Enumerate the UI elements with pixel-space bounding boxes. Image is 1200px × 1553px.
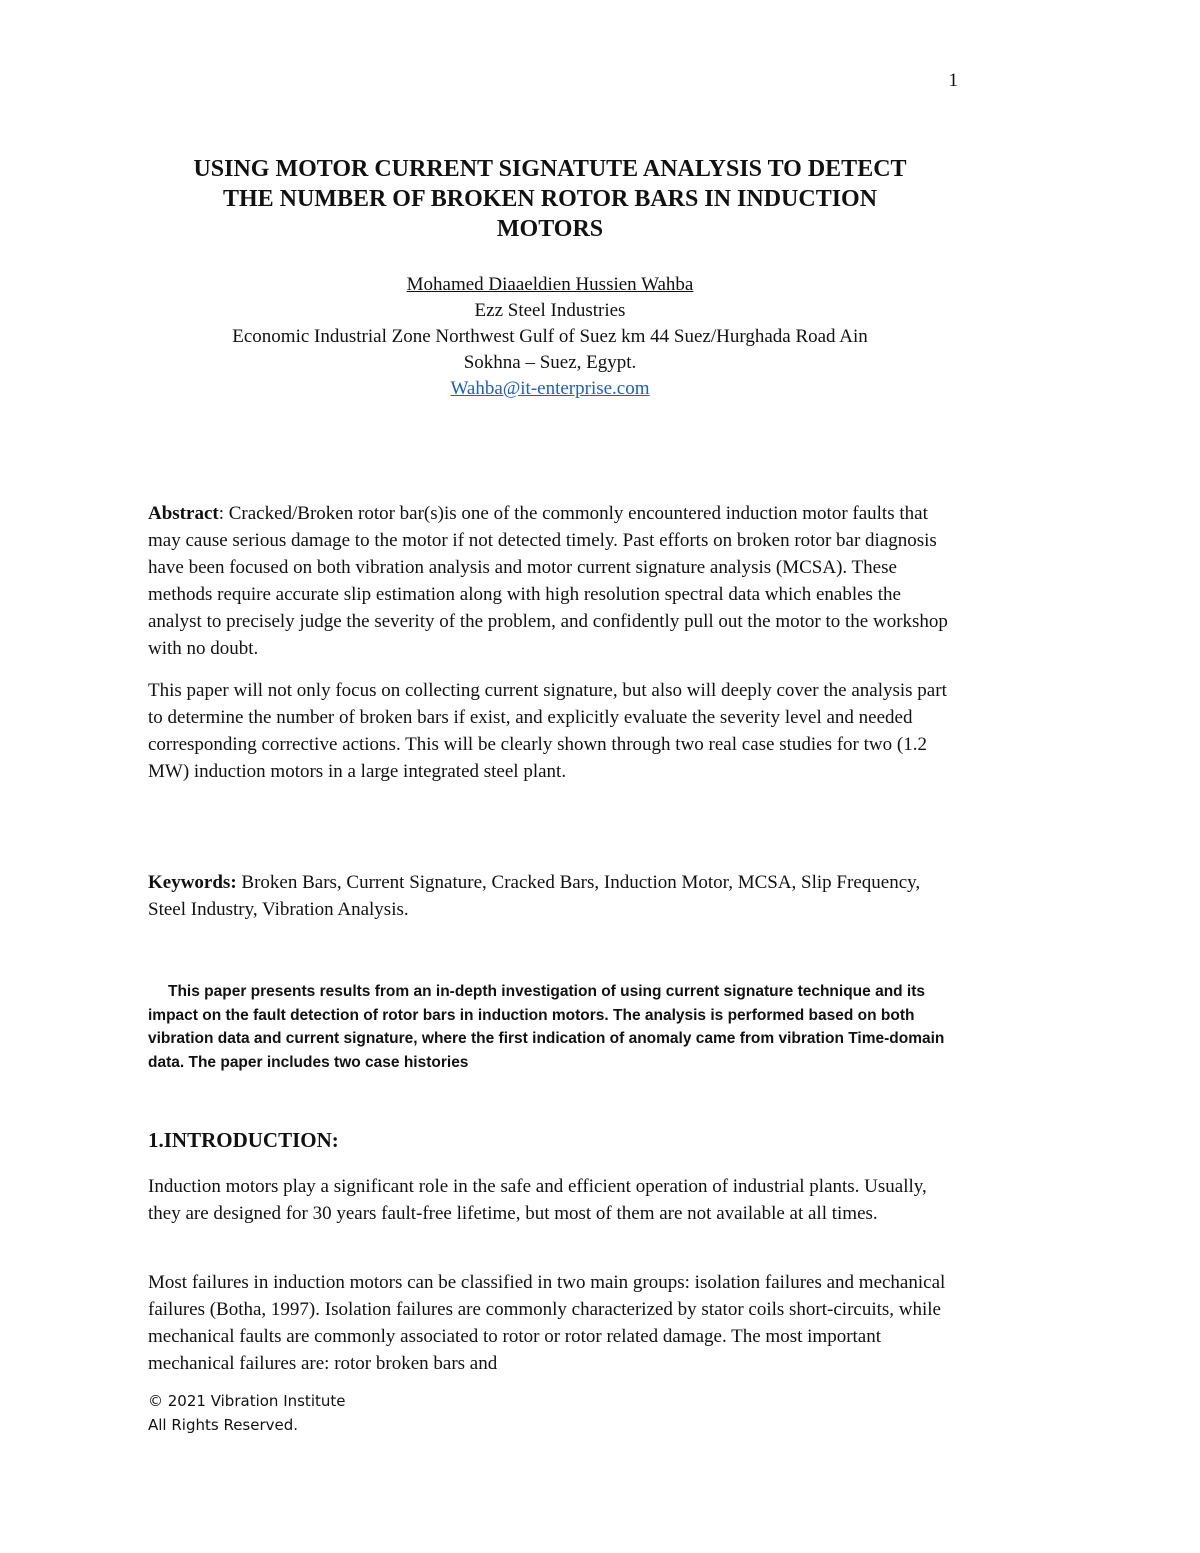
author-affiliation: Ezz Steel Industries <box>474 300 626 321</box>
author-address-line: Economic Industrial Zone Northwest Gulf of Suez km 44 Suez/Hurghada Road Ain <box>232 326 868 347</box>
abstract-paragraph <box>148 500 948 662</box>
author-name[interactable]: Mohamed Diaaeldien Hussien Wahba <box>406 274 694 295</box>
abstract-text: : Cracked/Broken rotor bar(s)is one of the commonly encountered induction motor faults that may cause serious damage to the motor if not detected timely. Past efforts on broken rotor bar diagnosis have been focused on both vibration analysis and motor current signature analysis (MCSA). These methods require accurate slip estimation along with high resolution spectral data which enables the analyst to precisely judge the severity of the problem, and confidently pull out the motor to the workshop with no doubt. <box>148 503 948 659</box>
author-block <box>150 272 950 402</box>
title-line: USING MOTOR CURRENT SIGNATUTE ANALYSIS TO DETECT <box>193 156 907 182</box>
section-heading-introduction: 1.INTRODUCTION: <box>148 1128 339 1152</box>
author-email-link[interactable]: Wahba@it-enterprise.com <box>450 378 650 399</box>
abstract-label: Abstract <box>148 503 219 524</box>
title-line: MOTORS <box>496 216 604 242</box>
footer-rights: All Rights Reserved. <box>148 1416 299 1434</box>
keywords-text: Broken Bars, Current Signature, Cracked Bars, Induction Motor, MCSA, Slip Frequency, Steel Industry, Vibration Analysis. <box>148 872 921 920</box>
introduction-paragraph: Induction motors play a significant role in the safe and efficient operation of industrial plants. Usually, they are designed for 30 years fault-free lifetime, but most of them are not available at all times. <box>148 1176 927 1224</box>
keywords-label: Keywords: <box>148 872 237 893</box>
page-number: 1 <box>948 70 958 91</box>
page-footer <box>148 1389 345 1437</box>
author-address-line: Sokhna – Suez, Egypt. <box>463 352 637 373</box>
paper-title <box>150 154 950 244</box>
summary-paragraph: This paper presents results from an in-depth investigation of using current signature technique and its impact on the fault detection of rotor bars in induction motors. The analysis is performed based on both vibration data and current signature, where the first indication of anomaly came from vibration Time-domain data. The paper includes two case histories <box>148 983 945 1071</box>
keywords-paragraph <box>148 869 948 923</box>
title-line: THE NUMBER OF BROKEN ROTOR BARS IN INDUCTION <box>222 186 878 212</box>
footer-copyright: © 2021 Vibration Institute <box>148 1392 346 1410</box>
introduction-paragraph: Most failures in induction motors can be classified in two main groups: isolation failures and mechanical failures (Botha, 1997). Isolation failures are commonly characterized by stator coils short-circuits, while mechanical faults are commonly associated to rotor or rotor related damage. The most important mechanical failures are: rotor broken bars and <box>148 1272 946 1374</box>
abstract-paragraph-2: This paper will not only focus on collecting current signature, but also will deeply cover the analysis part to determine the number of broken bars if exist, and explicitly evaluate the severity level and needed corresponding corrective actions. This will be clearly shown through two real case studies for two (1.2 MW) induction motors in a large integrated steel plant. <box>148 680 947 782</box>
